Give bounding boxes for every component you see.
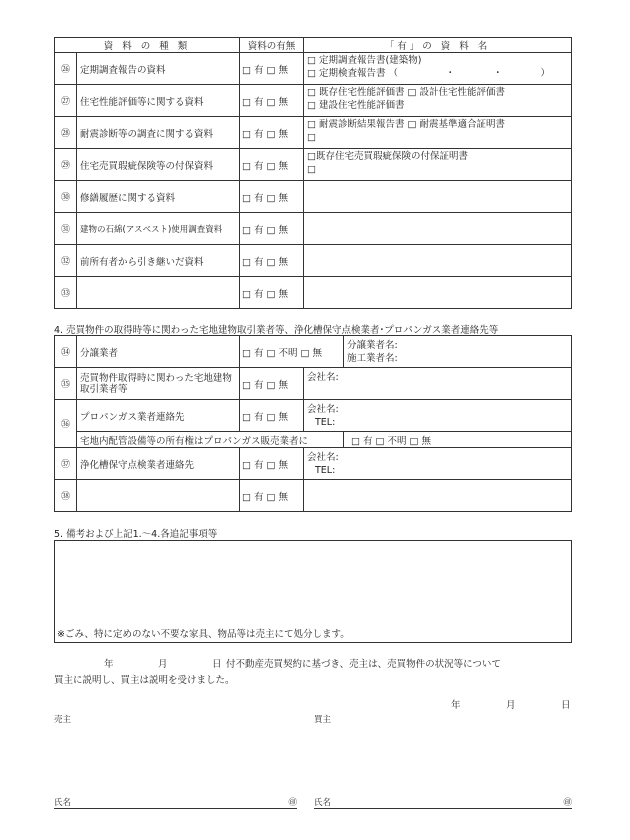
presence-checkboxes[interactable]: □ 有 □ 不明 □ 無 (240, 336, 344, 368)
developer-info: 分譲業者名: 施工業者名: (344, 336, 572, 368)
contract-month: 月 (158, 659, 168, 670)
table-row (55, 368, 572, 400)
presence-checkboxes[interactable]: □ 有 □ 無 (240, 368, 304, 400)
row-name (77, 480, 240, 512)
table-row (55, 53, 572, 85)
company-info: 会社名: TEL: (304, 400, 572, 432)
table-row (55, 480, 572, 512)
company-info (304, 480, 572, 512)
header-presence: 資料の有無 (240, 38, 304, 53)
document-option[interactable]: □ 耐震診断結果報告書 □ 耐震基準適合証明書 (307, 119, 506, 130)
row-number: ㉝ (55, 277, 77, 309)
date-day: 日 (561, 700, 571, 711)
row-name: 定期調査報告の資料 (77, 53, 240, 85)
presence-checkboxes[interactable]: □ 有 □ 無 (240, 181, 304, 213)
seller-seal: ㊞ (288, 798, 297, 808)
table-row (55, 277, 572, 309)
remarks-note: ※ごみ、特に定めのない不要な家具、物品等は売主にて処分します。 (57, 629, 350, 640)
presence-checkboxes[interactable]: □ 有 □ 無 (240, 277, 304, 309)
table-row (55, 432, 572, 448)
row-number: ㉜ (55, 245, 77, 277)
row-number: ㉖ (55, 53, 77, 85)
document-names[interactable] (304, 149, 572, 181)
document-names[interactable] (304, 245, 572, 277)
row-number: ㉞ (55, 336, 77, 368)
buyer-seal: ㊞ (563, 798, 572, 808)
document-option[interactable]: □ 既存住宅性能評価書 □ 設計住宅性能評価書 (307, 87, 506, 98)
row-number: ㊱ (55, 400, 77, 448)
row-number: ㉙ (55, 149, 77, 181)
contacts-table (54, 335, 572, 512)
document-names[interactable] (304, 85, 572, 117)
row-number: ㉗ (55, 85, 77, 117)
document-option[interactable]: □既存住宅売買瑕疵保険の付保証明書 (307, 151, 468, 162)
section4-title: 4. 売買物件の取得時等に関わった宅地建物取引業者等、浄化槽保守点検業者･プロパンガス業者連絡先等 (54, 325, 499, 336)
document-names[interactable] (304, 181, 572, 213)
presence-checkboxes[interactable]: □ 有 □ 無 (240, 448, 304, 480)
document-option[interactable]: □ 建設住宅性能評価書 (307, 100, 405, 111)
table-row (55, 149, 572, 181)
header-type: 資 料 の 種 類 (55, 38, 240, 53)
seller-label: 売主 (54, 715, 72, 725)
presence-checkboxes[interactable]: □ 有 □ 無 (240, 245, 304, 277)
closing-text-2: 買主に説明し、買主は説明を受けました。 (54, 675, 235, 686)
presence-checkboxes[interactable]: □ 有 □ 無 (240, 149, 304, 181)
buyer-label: 買主 (314, 715, 332, 725)
ownership-checkboxes[interactable]: □ 有 □ 不明 □ 無 (344, 432, 572, 448)
buyer-signature-line[interactable] (314, 796, 572, 809)
presence-checkboxes[interactable]: □ 有 □ 無 (240, 53, 304, 85)
company-info: 会社名: TEL: (304, 448, 572, 480)
row-number: ㊳ (55, 480, 77, 512)
document-names[interactable] (304, 117, 572, 149)
closing-text-1: 付不動産売買契約に基づき、売主は、売買物件の状況等について (226, 659, 501, 670)
row-name: 分譲業者 (77, 336, 240, 368)
table-row (55, 336, 572, 368)
presence-checkboxes[interactable]: □ 有 □ 無 (240, 213, 304, 245)
ownership-label: 宅地内配管設備等の所有権はプロパンガス販売業者に (77, 432, 344, 448)
documents-table (54, 37, 572, 309)
date-year: 年 (451, 700, 461, 711)
document-names[interactable] (304, 277, 572, 309)
row-name: 修繕履歴に関する資料 (77, 181, 240, 213)
row-name: 住宅性能評価等に関する資料 (77, 85, 240, 117)
row-name: 売買物件取得時に関わった宅地建物取引業者等 (77, 368, 240, 400)
row-number: ㉚ (55, 181, 77, 213)
table-row (55, 245, 572, 277)
buyer-name-label: 氏名 (314, 798, 332, 808)
row-name: 浄化槽保守点検業者連絡先 (77, 448, 240, 480)
presence-checkboxes[interactable]: □ 有 □ 無 (240, 480, 304, 512)
row-name: 前所有者から引き継いだ資料 (77, 245, 240, 277)
table-row (55, 117, 572, 149)
document-option[interactable]: □ 定期検査報告書 （ ・ ・ ） (307, 68, 551, 79)
row-name: プロパンガス業者連絡先 (77, 400, 240, 432)
row-name (77, 277, 240, 309)
remarks-box[interactable] (54, 540, 572, 643)
presence-checkboxes[interactable]: □ 有 □ 無 (240, 117, 304, 149)
table-row (55, 448, 572, 480)
row-name: 住宅売買瑕疵保険等の付保資料 (77, 149, 240, 181)
company-info: 会社名: (304, 368, 572, 400)
row-name: 耐震診断等の調査に関する資料 (77, 117, 240, 149)
date-month: 月 (506, 700, 516, 711)
row-number: ㉛ (55, 213, 77, 245)
seller-name-label: 氏名 (54, 798, 72, 808)
document-names[interactable] (304, 213, 572, 245)
presence-checkboxes[interactable]: □ 有 □ 無 (240, 85, 304, 117)
seller-signature-line[interactable] (54, 796, 297, 809)
document-option[interactable]: □ (307, 164, 316, 175)
section5-title: 5. 備考および上記1.～4.各追記事項等 (54, 529, 218, 540)
contract-day: 日 (212, 659, 222, 670)
table-row (55, 400, 572, 432)
row-number: ㉟ (55, 368, 77, 400)
presence-checkboxes[interactable]: □ 有 □ 無 (240, 400, 304, 432)
header-doc-names: 「有」の 資 料 名 (304, 38, 572, 53)
row-name: 建物の石綿(アスベスト)使用調査資料 (77, 213, 240, 245)
row-number: ㉘ (55, 117, 77, 149)
document-option[interactable]: □ 定期調査報告書(建築物) (307, 55, 422, 66)
document-names[interactable] (304, 53, 572, 85)
table-row (55, 85, 572, 117)
document-option[interactable]: □ (307, 132, 316, 143)
contract-year: 年 (104, 659, 114, 670)
row-number: ㊲ (55, 448, 77, 480)
table-row (55, 181, 572, 213)
table-row (55, 213, 572, 245)
